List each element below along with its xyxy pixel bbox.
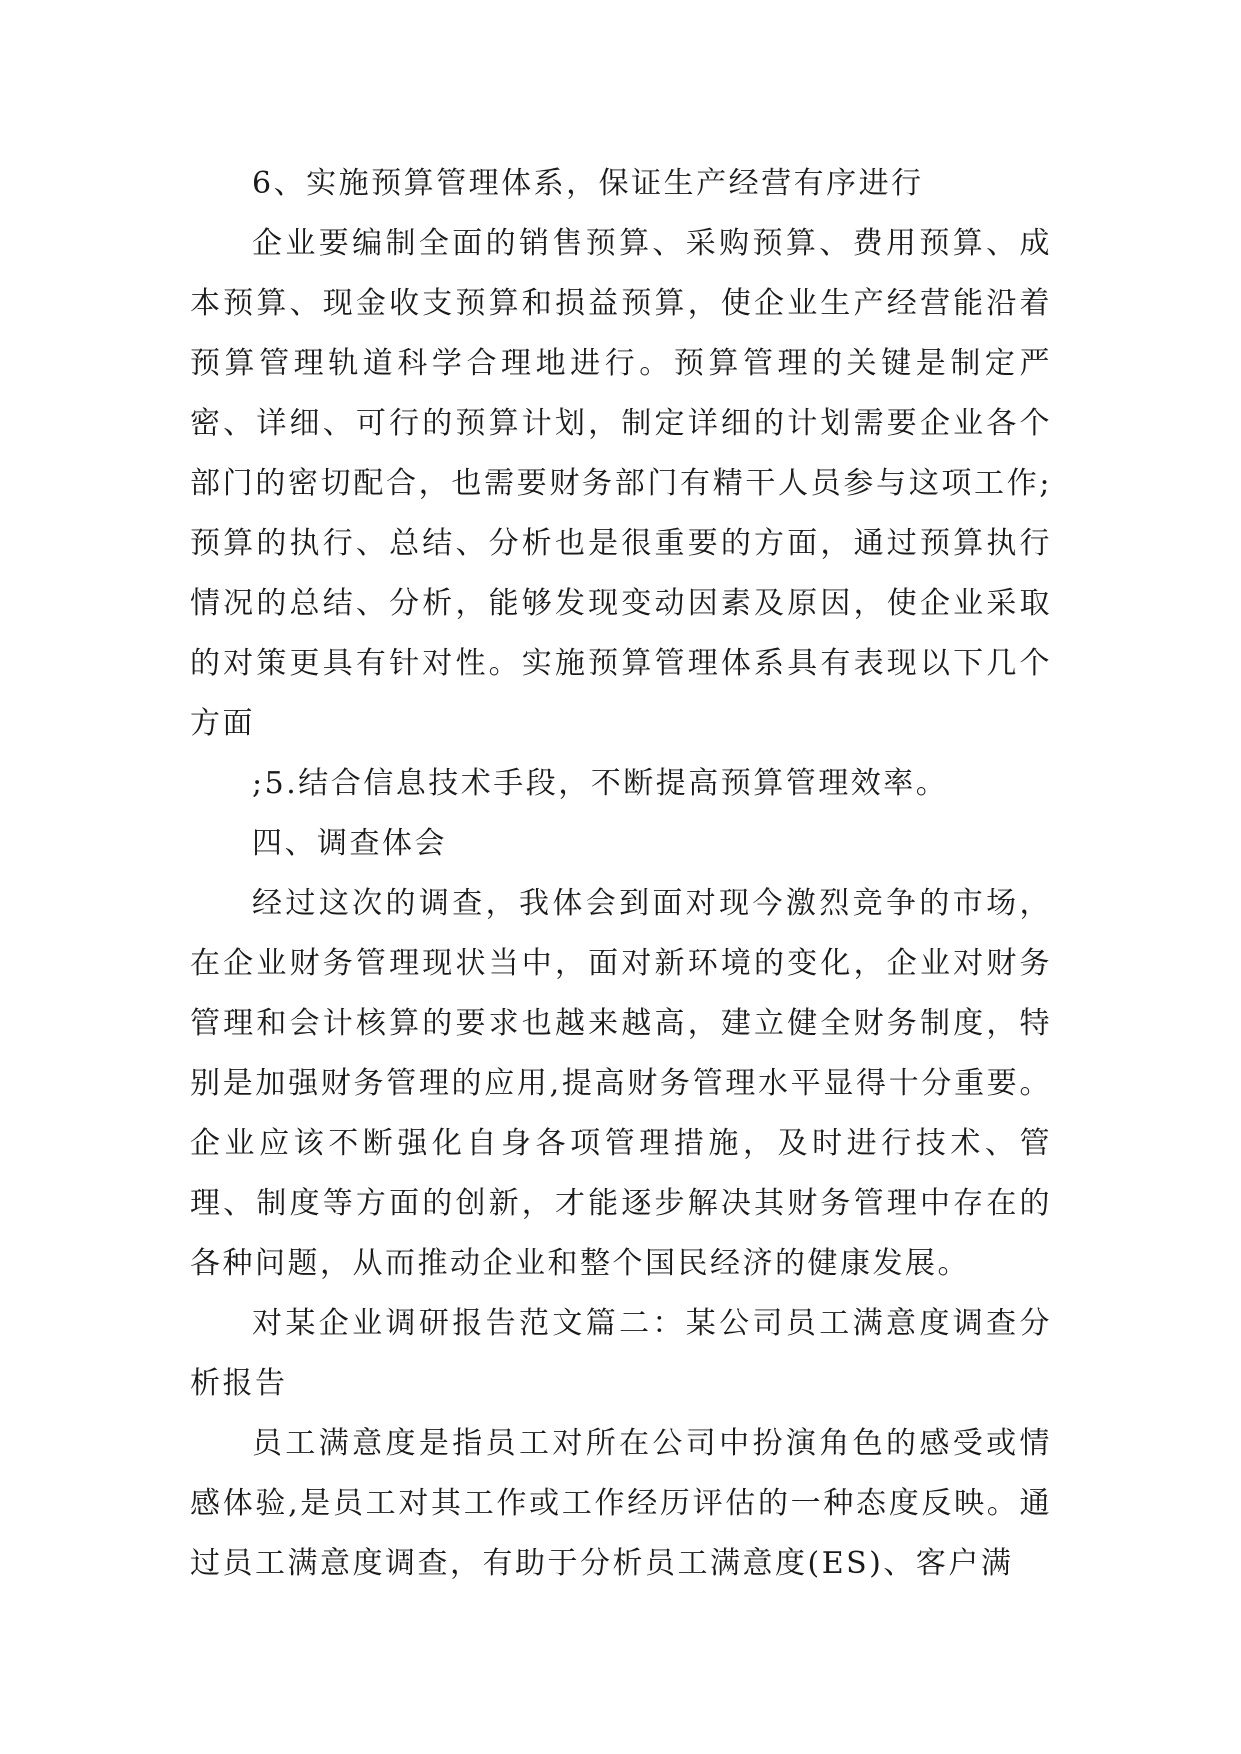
article-2-title: 对某企业调研报告范文篇二：某公司员工满意度调查分析报告 [190,1306,1052,1401]
section-heading-4: 四、调查体会 [252,826,447,861]
section-heading-6: 6、实施预算管理体系，保证生产经营有序进行 [252,166,924,201]
point-5-paragraph: ;5.结合信息技术手段，不断提高预算管理效率。 [252,766,949,801]
employee-satisfaction-paragraph: 员工满意度是指员工对所在公司中扮演角色的感受或情感体验,是员工对其工作或工作经历评估的一种态度反映。通过员工满意度调查，有助于分析员工满意度(ES)、客户满 [190,1426,1052,1581]
survey-experience-paragraph: 经过这次的调查，我体会到面对现今激烈竞争的市场，在企业财务管理现状当中，面对新环境的变化，企业对财务管理和会计核算的要求也越来越高，建立健全财务制度，特别是加强财务管理的应用,提高财务管理水平显得十分重要。企业应该不断强化自身各项管理措施，及时进行技术、管理、制度等方面的创新，才能逐步解决其财务管理中存在的各种问题，从而推动企业和整个国民经济的健康发展。 [190,886,1052,1281]
budget-management-paragraph: 企业要编制全面的销售预算、采购预算、费用预算、成本预算、现金收支预算和损益预算，使企业生产经营能沿着预算管理轨道科学合理地进行。预算管理的关键是制定严密、详细、可行的预算计划，制定详细的计划需要企业各个部门的密切配合，也需要财务部门有精干人员参与这项工作;预算的执行、总结、分析也是很重要的方面，通过预算执行情况的总结、分析，能够发现变动因素及原因，使企业采取的对策更具有针对性。实施预算管理体系具有表现以下几个方面 [190,226,1052,741]
document-body [190,154,1052,1594]
